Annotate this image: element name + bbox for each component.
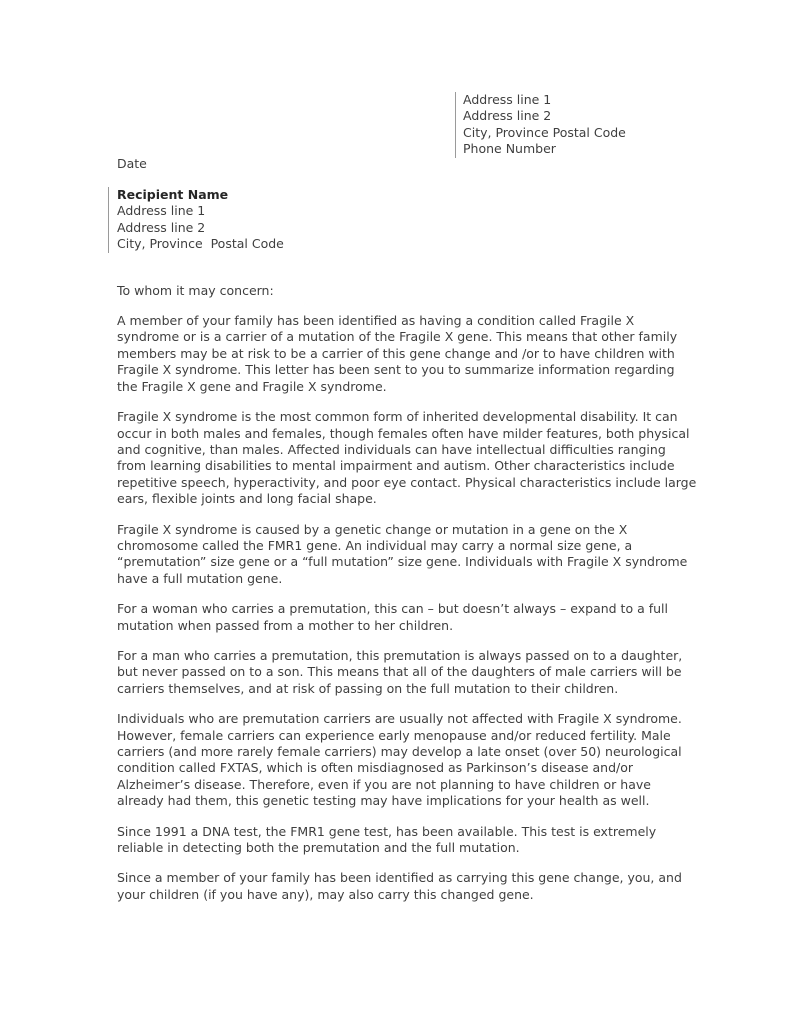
sender-address-block bbox=[455, 92, 710, 158]
sender-address-line: City, Province Postal Code bbox=[463, 124, 626, 140]
sender-address-line: Phone Number bbox=[463, 141, 556, 157]
body-paragraph: Individuals who are premutation carriers are usually not affected with Fragile X syndrome. However, female carriers can experience early menopause and/or reduced fertility. Male carriers (and more rarely female carriers) may develop a late onset (over 50) neurological condition called FXTAS, which is often misdiagnosed as Parkinson’s disease and/or Alzheimer’s disease. Therefore, even if you are not planning to have children or have already had them, this genetic testing may have implications for your health as well. bbox=[117, 711, 682, 809]
body-paragraph: Since a member of your family has been identified as carrying this gene change, you, and your children (if you have any), may also carry this changed gene. bbox=[117, 870, 682, 902]
recipient-address-block bbox=[108, 187, 710, 253]
body-paragraph: A member of your family has been identified as having a condition called Fragile X syndrome or is a carrier of a mutation of the Fragile X gene. This means that other family members may be at risk to be a carrier of this gene change and /or to have children with Fragile X syndrome. This letter has been sent to you to summarize information regarding the Fragile X gene and Fragile X syndrome. bbox=[117, 313, 678, 394]
body-paragraph: Since 1991 a DNA test, the FMR1 gene test, has been available. This test is extremely reliable in detecting both the premutation and the full mutation. bbox=[117, 823, 657, 856]
body-paragraph: Fragile X syndrome is the most common form of inherited developmental disability. It can occur in both males and females, though females often have milder features, both physical and cognitive, than males. Affected individuals can have intellectual difficulties ranging from learning disabilities to mental impairment and autism. Other characteristics include repetitive speech, hyperactivity, and poor eye contact. Physical characteristics include large ears, flexible joints and long facial shape. bbox=[117, 409, 697, 507]
letter-body bbox=[117, 283, 697, 904]
sender-address-line: Address line 1 bbox=[463, 92, 552, 107]
body-paragraph: Fragile X syndrome is caused by a genetic change or mutation in a gene on the X chromosome called the FMR1 gene. An individual may carry a normal size gene, a “premutation” size gene or a “full mutation” size gene. Individuals with Fragile X syndrome have a full mutation gene. bbox=[117, 521, 688, 586]
recipient-address-line: City, Province Postal Code bbox=[117, 236, 284, 252]
sender-address-line: Address line 2 bbox=[463, 108, 552, 124]
body-paragraph: For a man who carries a premutation, this premutation is always passed on to a daughter, but never passed on to a son. This means that all of the daughters of male carriers will be carriers themselves, and at risk of passing on the full mutation to their children. bbox=[117, 647, 683, 696]
body-paragraph: For a woman who carries a premutation, this can – but doesn’t always – expand to a full mutation when passed from a mother to her children. bbox=[117, 601, 668, 633]
date-placeholder: Date bbox=[117, 155, 147, 171]
salutation: To whom it may concern: bbox=[117, 282, 274, 298]
recipient-address-line: Address line 2 bbox=[117, 219, 206, 235]
recipient-name: Recipient Name bbox=[117, 187, 229, 203]
recipient-address-line: Address line 1 bbox=[117, 203, 206, 219]
